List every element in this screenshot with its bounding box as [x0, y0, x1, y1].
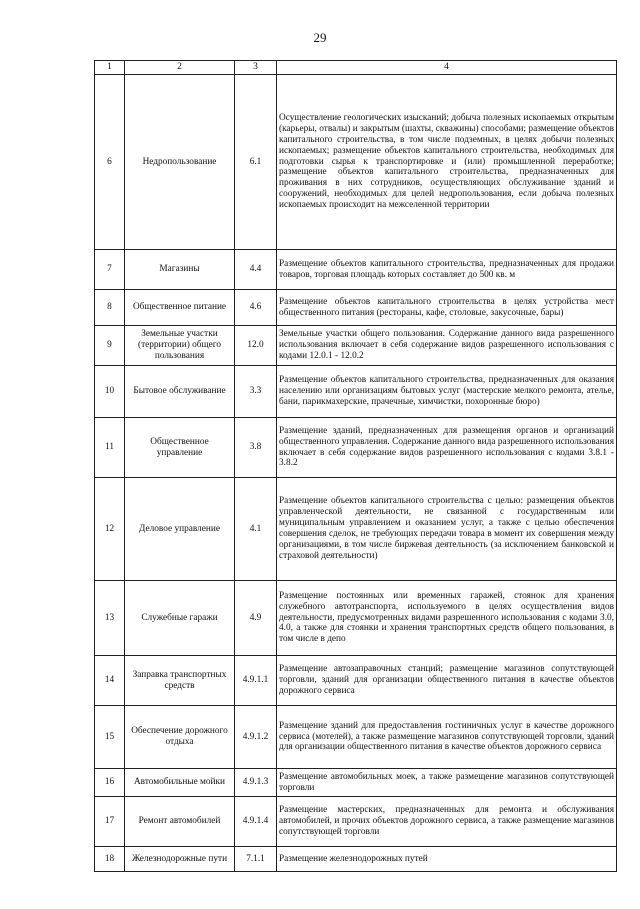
table-row [95, 847, 617, 872]
land-use-name: Ремонт автомобилей [125, 797, 235, 847]
land-use-code: 4.9.1.3 [235, 769, 277, 797]
land-use-description: Размещение объектов капитального строительства, предназначенных для продажи товаров, торговая площадь которых составляет до 500 кв. м [277, 250, 617, 290]
land-use-description: Размещение автозаправочных станций; размещение магазинов сопутствующей торговли, зданий для организации общественного питания в качестве объектов дорожного сервиса [277, 656, 617, 706]
land-use-description: Размещение мастерских, предназначенных для ремонта и обслуживания автомобилей, и прочих объектов дорожного сервиса, а также размещение магазинов сопутствующей торговли [277, 797, 617, 847]
land-use-description: Размещение железнодорожных путей [277, 847, 617, 872]
land-use-name: Служебные гаражи [125, 581, 235, 656]
table-row [95, 366, 617, 418]
table-row [95, 706, 617, 769]
land-use-name: Обеспечение дорожного отдыха [125, 706, 235, 769]
table-row [95, 326, 617, 366]
table-row [95, 581, 617, 656]
land-use-name: Недропользование [125, 75, 235, 250]
land-use-code: 4.4 [235, 250, 277, 290]
land-use-name: Общественное управление [125, 418, 235, 478]
row-number: 14 [95, 656, 125, 706]
land-use-name: Автомобильные мойки [125, 769, 235, 797]
land-use-code: 4.1 [235, 478, 277, 581]
row-number: 18 [95, 847, 125, 872]
table-row [95, 75, 617, 250]
land-use-code: 4.9 [235, 581, 277, 656]
land-use-name: Бытовое обслуживание [125, 366, 235, 418]
column-header: 1 [95, 61, 125, 75]
land-use-name: Общественное питание [125, 290, 235, 326]
land-use-code: 4.9.1.4 [235, 797, 277, 847]
table-row [95, 418, 617, 478]
table-row [95, 250, 617, 290]
table-header-row [95, 61, 617, 75]
land-use-code: 4.9.1.1 [235, 656, 277, 706]
row-number: 12 [95, 478, 125, 581]
land-use-code: 4.9.1.2 [235, 706, 277, 769]
row-number: 16 [95, 769, 125, 797]
row-number: 11 [95, 418, 125, 478]
table-row [95, 290, 617, 326]
land-use-name: Магазины [125, 250, 235, 290]
table-row [95, 478, 617, 581]
column-header: 4 [277, 61, 617, 75]
land-use-description: Размещение зданий для предоставления гостиничных услуг в качестве дорожного сервиса (мотелей), а также размещение магазинов сопутствующей торговли, зданий для организации общественного питания в качестве объектов дорожного сервиса [277, 706, 617, 769]
land-use-name: Земельные участки (территории) общего пользования [125, 326, 235, 366]
land-use-table [94, 60, 617, 872]
row-number: 17 [95, 797, 125, 847]
page-number: 29 [313, 30, 327, 45]
land-use-code: 7.1.1 [235, 847, 277, 872]
row-number: 6 [95, 75, 125, 250]
row-number: 13 [95, 581, 125, 656]
row-number: 10 [95, 366, 125, 418]
row-number: 9 [95, 326, 125, 366]
table-row [95, 769, 617, 797]
land-use-description: Размещение постоянных или временных гаражей, стоянок для хранения служебного автотранспорта, используемого в целях осуществления видов деятельности, предусмотренных видами разрешенного использования с кодами 3.0, 4.0, а также для стоянки и хранения транспортных средств общего пользования, в том числе в депо [277, 581, 617, 656]
land-use-code: 4.6 [235, 290, 277, 326]
land-use-code: 12.0 [235, 326, 277, 366]
table-row [95, 797, 617, 847]
table-row [95, 656, 617, 706]
land-use-description: Осуществление геологических изысканий; добыча полезных ископаемых открытым (карьеры, отвалы) и закрытым (шахты, скважины) способами; размещение объектов капитального строительства, в том числе подземных, в целях добычи полезных ископаемых; размещение объектов капитального строительства, необходимых для подготовки сырья к транспортировке и (или) промышленной переработке; размещение объектов капитального строительства, предназначенных для проживания в них сотрудников, осуществляющих обслуживание зданий и сооружений, необходимых для целей недропользования, если добыча полезных ископаемых происходит на межселенной территории [277, 75, 617, 250]
row-number: 8 [95, 290, 125, 326]
land-use-code: 6.1 [235, 75, 277, 250]
land-use-description: Размещение объектов капитального строительства в целях устройства мест общественного питания (рестораны, кафе, столовые, закусочные, бары) [277, 290, 617, 326]
column-header: 2 [125, 61, 235, 75]
land-use-description: Размещение объектов капитального строительства, предназначенных для оказания населению или организациям бытовых услуг (мастерские мелкого ремонта, ателье, бани, парикмахерские, прачечные, химчистки, похоронные бюро) [277, 366, 617, 418]
land-use-name: Заправка транспортных средств [125, 656, 235, 706]
land-use-code: 3.8 [235, 418, 277, 478]
land-use-description: Земельные участки общего пользования. Содержание данного вида разрешенного использования включает в себя содержание видов разрешенного использования с кодами 12.0.1 - 12.0.2 [277, 326, 617, 366]
land-use-description: Размещение объектов капитального строительства с целью: размещения объектов управленческой деятельности, не связанной с государственным или муниципальным управлением и оказанием услуг, а также с целью обеспечения совершения сделок, не требующих передачи товара в момент их совершения между организациями, в том числе биржевая деятельность (за исключением банковской и страховой деятельности) [277, 478, 617, 581]
land-use-code: 3.3 [235, 366, 277, 418]
land-use-description: Размещение автомобильных моек, а также размещение магазинов сопутствующей торговли [277, 769, 617, 797]
row-number: 7 [95, 250, 125, 290]
land-use-name: Железнодорожные пути [125, 847, 235, 872]
land-use-name: Деловое управление [125, 478, 235, 581]
land-use-description: Размещение зданий, предназначенных для размещения органов и организаций общественного управления. Содержание данного вида разрешенного использования включает в себя содержание видов разрешенного использования с кодами 3.8.1 - 3.8.2 [277, 418, 617, 478]
row-number: 15 [95, 706, 125, 769]
column-header: 3 [235, 61, 277, 75]
